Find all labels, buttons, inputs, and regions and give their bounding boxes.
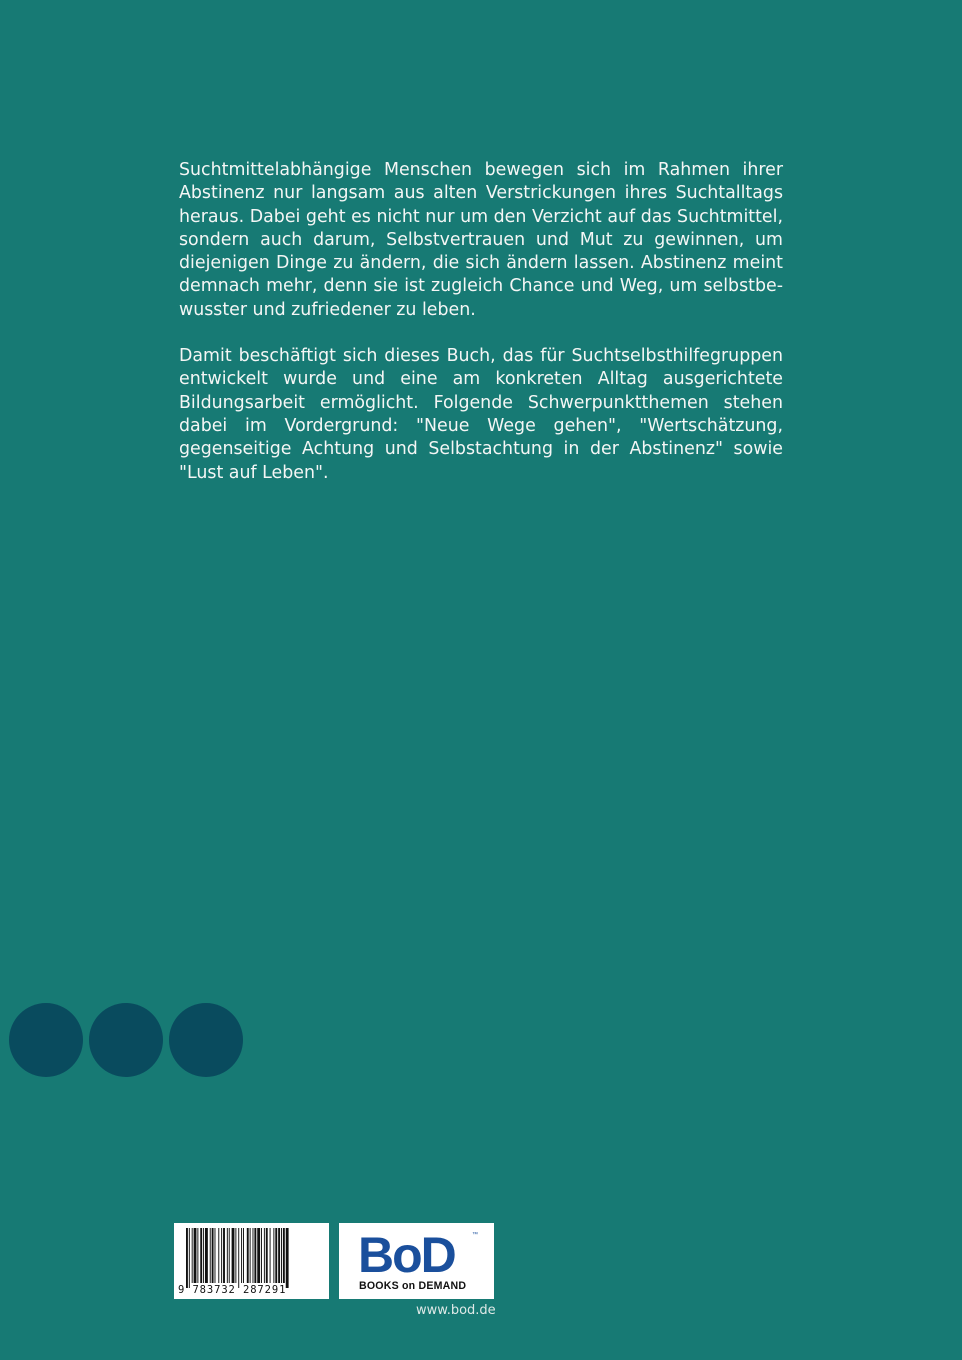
bod-tagline: BOOKS on DEMAND [359, 1280, 467, 1292]
barcode-bar [186, 1228, 188, 1288]
barcode-bar [200, 1228, 202, 1283]
barcode-bar [281, 1228, 282, 1283]
barcode-bar [189, 1228, 190, 1288]
barcode-bar [205, 1228, 208, 1283]
barcode-bar [223, 1228, 225, 1283]
barcode-bar [257, 1228, 260, 1283]
isbn-barcode [174, 1223, 329, 1299]
barcode-bar [192, 1228, 193, 1283]
barcode-bar [264, 1228, 265, 1283]
barcode-bar [250, 1228, 251, 1283]
publisher-website: www.bod.de [416, 1303, 496, 1318]
barcode-bar [232, 1228, 235, 1283]
barcode-bar [247, 1228, 249, 1283]
barcode-bar [203, 1228, 204, 1283]
barcode-bar [261, 1228, 262, 1283]
barcode-bar [273, 1228, 274, 1283]
barcode-bar [283, 1228, 285, 1283]
barcode-bar [235, 1228, 236, 1283]
back-cover-blurb [179, 159, 783, 508]
barcode-bar [194, 1228, 197, 1283]
barcode-bar [243, 1228, 244, 1283]
barcode-bar [218, 1228, 219, 1283]
barcode-bar [278, 1228, 280, 1283]
barcode-bar [275, 1228, 277, 1283]
decorative-circle-3 [169, 1003, 243, 1077]
barcode-bar [221, 1228, 222, 1283]
barcode-bar [197, 1228, 198, 1283]
decorative-circle-1 [9, 1003, 83, 1077]
blurb-paragraph-2: Damit beschäftigt sich dieses Buch, das für Suchtselbsthilfegruppen entwickelt wurde und eine am konkreten Alltag ausgerichtete Bildungsarbeit ermöglicht. Folgende Schwerpunktthemen stehen dabei im Vordergrund: "Neue Wege gehen", "Wertschätzung, gegenseitige Achtung und Selbstachtung in der Abstinenz" sowie "Lust auf Leben". [179, 346, 783, 483]
barcode-bar [210, 1228, 211, 1283]
barcode-bar [254, 1228, 256, 1283]
isbn-number: 9 783732 287291 [178, 1284, 287, 1296]
barcode-bar [229, 1228, 230, 1283]
barcode-bar [227, 1228, 228, 1283]
barcode-bar [253, 1228, 254, 1283]
barcode-bar [238, 1228, 239, 1288]
trademark-symbol: ™ [472, 1232, 478, 1238]
barcode-bar [286, 1228, 289, 1288]
blurb-paragraph-1: Suchtmittelabhängige Menschen bewegen sich im Rahmen ihrer Abstinenz nur langsam aus alten Verstrickungen ihres Suchtalltags heraus. Dabei geht es nicht nur um den Verzicht auf das Suchtmittel, sondern auch darum, Selbstvertrauen und Mut zu gewinnen, um diejenigen Dinge zu ändern, die sich ändern lassen. Abstinenz meint demnach mehr, denn sie ist zugleich Chance und Weg, um selbstbewusster und zufriedener zu leben. [179, 160, 783, 320]
barcode-bar [215, 1228, 216, 1283]
decorative-circle-2 [89, 1003, 163, 1077]
barcode-bar [266, 1228, 268, 1283]
barcode-bar [241, 1228, 242, 1283]
bod-logo [339, 1223, 494, 1299]
barcode-bar [212, 1228, 214, 1283]
barcode-bar [270, 1228, 271, 1283]
bod-logo-mark: BoD [358, 1227, 455, 1283]
